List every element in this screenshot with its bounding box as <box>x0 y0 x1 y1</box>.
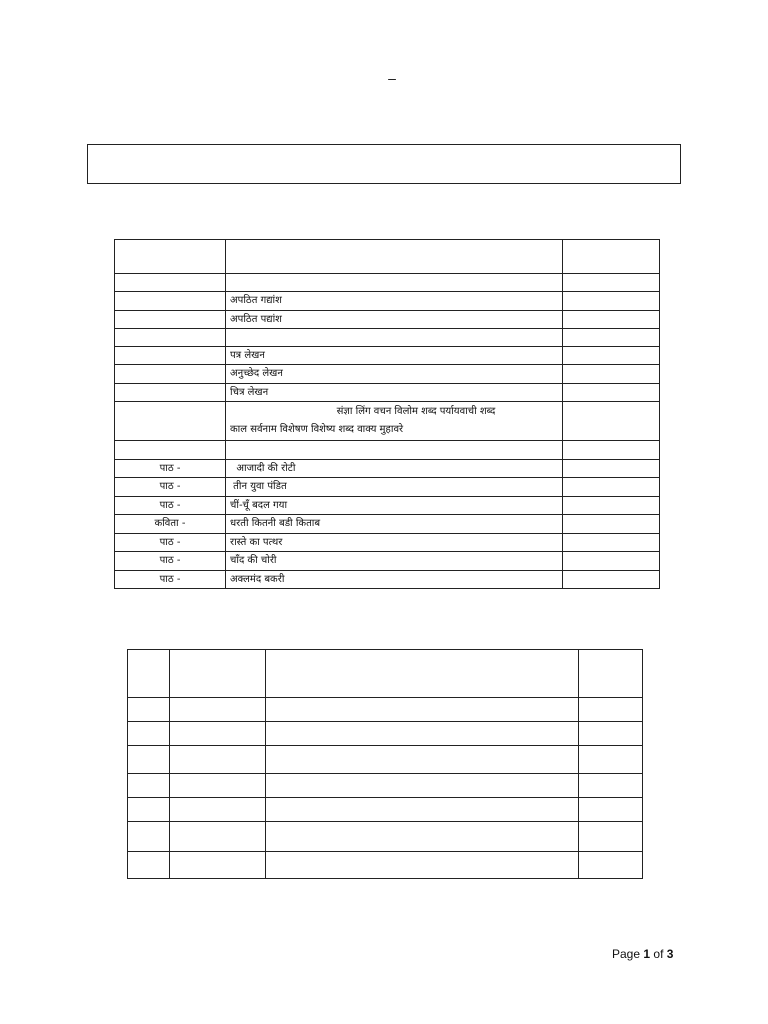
page-number <box>612 947 673 961</box>
lesson-type: पाठ - <box>115 460 226 478</box>
table-row <box>115 329 660 347</box>
table-row <box>128 746 643 774</box>
lesson-title: चीं-चूँ बदल गया <box>226 497 563 515</box>
lesson-type: पाठ - <box>115 552 226 571</box>
page-current: 1 <box>643 947 651 961</box>
table-row <box>128 698 643 722</box>
table-row <box>115 478 660 497</box>
table-header-row <box>128 650 643 698</box>
syllabus-table <box>114 239 660 589</box>
topic-cell: पत्र लेखन <box>226 347 563 365</box>
table-row <box>115 497 660 515</box>
lesson-title: तीन युवा पंडित <box>226 478 563 497</box>
table-row <box>115 534 660 552</box>
topic-cell: अनुच्छेद लेखन <box>226 365 563 384</box>
topic-cell: चित्र लेखन <box>226 384 563 402</box>
lesson-title: रास्ते का पत्थर <box>226 534 563 552</box>
lesson-type: कविता - <box>115 515 226 534</box>
grammar-topics-line-2: काल सर्वनाम विशेषण विशेष्य शब्द वाक्य मुहावरे <box>230 424 404 435</box>
table-row <box>115 292 660 311</box>
header-dash: – <box>388 70 396 86</box>
of-word: of <box>653 947 664 961</box>
table-row <box>128 798 643 822</box>
lesson-type: पाठ - <box>115 534 226 552</box>
table-row <box>128 774 643 798</box>
table-row <box>115 515 660 534</box>
lesson-type: पाठ - <box>115 571 226 589</box>
title-box <box>87 144 681 184</box>
table-row <box>115 347 660 365</box>
table-row <box>115 274 660 292</box>
topic-cell: अपठित गद्यांश <box>226 292 563 311</box>
page-total: 3 <box>666 947 674 961</box>
lesson-title: अक्लमंद बकरी <box>226 571 563 589</box>
table-row <box>115 571 660 589</box>
lesson-title: धरती कितनी बडी किताब <box>226 515 563 534</box>
lesson-type: पाठ - <box>115 478 226 497</box>
table-row <box>115 552 660 571</box>
lesson-title: चाँद की चोरी <box>226 552 563 571</box>
grammar-row <box>115 402 660 441</box>
table-row <box>128 822 643 852</box>
lesson-type: पाठ - <box>115 497 226 515</box>
blank-table <box>127 649 643 879</box>
topic-cell: अपठित पद्यांश <box>226 311 563 329</box>
table-row <box>115 441 660 460</box>
table-row <box>115 365 660 384</box>
table-row <box>115 460 660 478</box>
table-row <box>115 311 660 329</box>
lesson-title: आजादी की रोटी <box>226 460 563 478</box>
grammar-topics-line-1: संज्ञा लिंग वचन विलोम शब्द पर्यायवाची शब्द <box>336 406 496 417</box>
page-word: Page <box>612 947 641 961</box>
table-header-row <box>115 240 660 274</box>
table-row <box>128 852 643 879</box>
table-row <box>128 722 643 746</box>
table-row <box>115 384 660 402</box>
